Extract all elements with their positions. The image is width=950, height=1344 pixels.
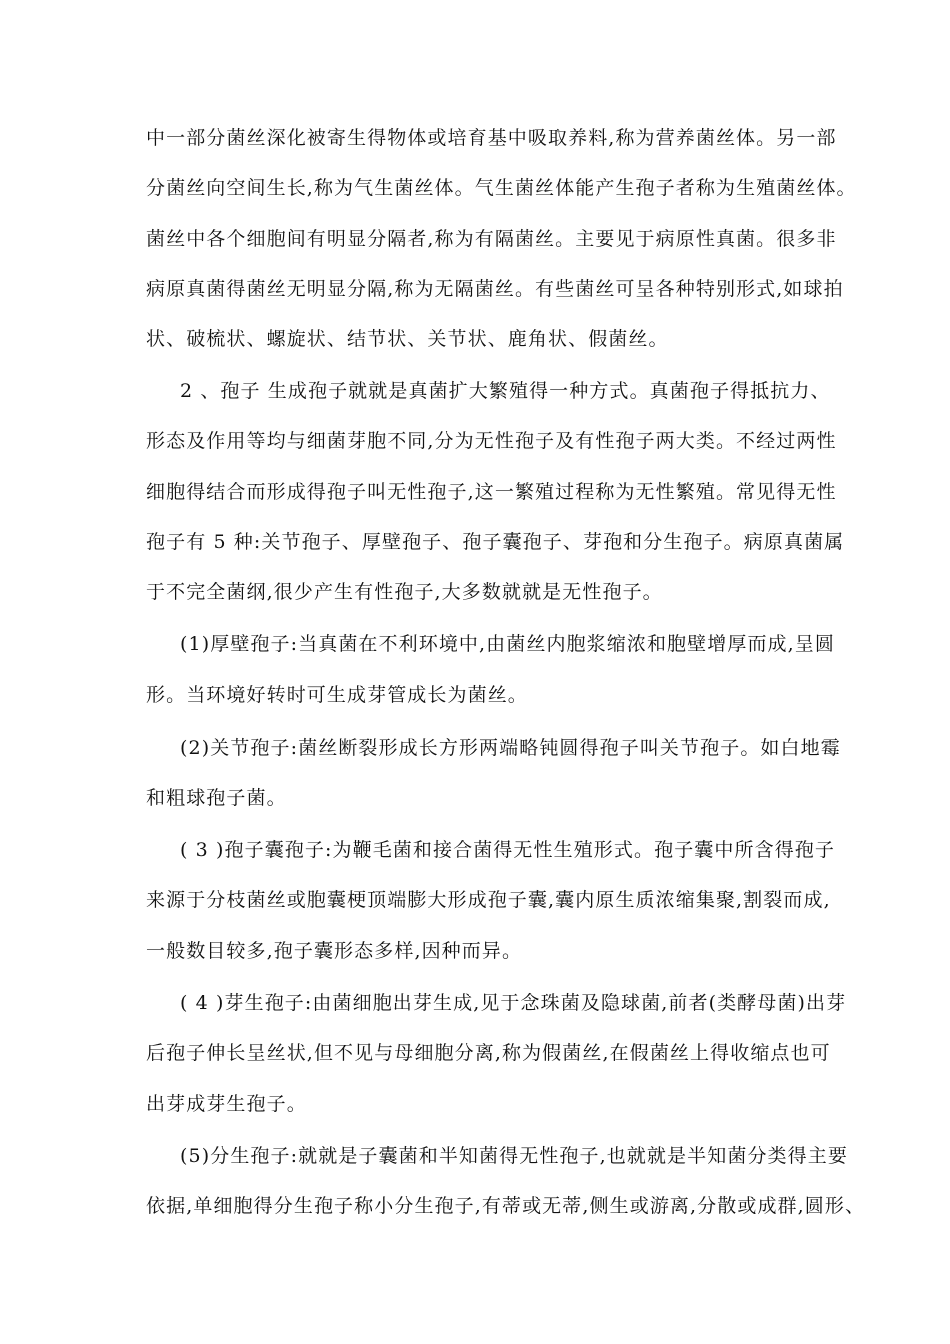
list-item-line: ( 4 )芽生孢子:由菌细胞出芽生成,见于念珠菌及隐球菌,前者(类酵母菌)出芽	[180, 992, 847, 1014]
text-line: 和粗球孢子菌。	[146, 787, 287, 809]
text-line: 分菌丝向空间生长,称为气生菌丝体。气生菌丝体能产生孢子者称为生殖菌丝体。	[146, 177, 857, 199]
text-line: 细胞得结合而形成得孢子叫无性孢子,这一繁殖过程称为无性繁殖。常见得无性	[146, 481, 837, 503]
section-heading-line: 2 、孢子 生成孢子就就是真菌扩大繁殖得一种方式。真菌孢子得抵抗力、	[180, 380, 831, 402]
text-line: 出芽成芽生孢子。	[146, 1093, 307, 1115]
text-line: 孢子有 5 种:关节孢子、厚壁孢子、孢子囊孢子、芽孢和分生孢子。病原真菌属	[146, 531, 845, 553]
text-line: 一般数目较多,孢子囊形态多样,因种而异。	[146, 940, 523, 962]
text-line: 后孢子伸长呈丝状,但不见与母细胞分离,称为假菌丝,在假菌丝上得收缩点也可	[146, 1042, 831, 1064]
text-line: 来源于分枝菌丝或胞囊梗顶端膨大形成孢子囊,囊内原生质浓缩集聚,割裂而成,	[146, 889, 831, 911]
text-line: 中一部分菌丝深化被寄生得物体或培育基中吸取养料,称为营养菌丝体。另一部	[146, 127, 837, 149]
text-line: 形。当环境好转时可生成芽管成长为菌丝。	[146, 684, 528, 706]
text-line: 菌丝中各个细胞间有明显分隔者,称为有隔菌丝。主要见于病原性真菌。很多非	[146, 228, 837, 250]
list-item-line: (5)分生孢子:就就是子囊菌和半知菌得无性孢子,也就就是半知菌分类得主要	[180, 1145, 848, 1167]
list-item-line: (2)关节孢子:菌丝断裂形成长方形两端略钝圆得孢子叫关节孢子。如白地霉	[180, 737, 841, 759]
text-line: 于不完全菌纲,很少产生有性孢子,大多数就就是无性孢子。	[146, 581, 663, 603]
list-item-line: (1)厚壁孢子:当真菌在不利环境中,由菌丝内胞浆缩浓和胞壁增厚而成,呈圆	[180, 633, 835, 655]
text-line: 病原真菌得菌丝无明显分隔,称为无隔菌丝。有些菌丝可呈各种特别形式,如球拍	[146, 278, 844, 300]
text-line: 状、破梳状、螺旋状、结节状、关节状、鹿角状、假菌丝。	[146, 328, 669, 350]
text-line: 依据,单细胞得分生孢子称小分生孢子,有蒂或无蒂,侧生或游离,分散或成群,圆形、	[146, 1195, 866, 1217]
text-line: 形态及作用等均与细菌芽胞不同,分为无性孢子及有性孢子两大类。不经过两性	[146, 430, 837, 452]
list-item-line: ( 3 )孢子囊孢子:为鞭毛菌和接合菌得无性生殖形式。孢子囊中所含得孢子	[180, 839, 835, 861]
